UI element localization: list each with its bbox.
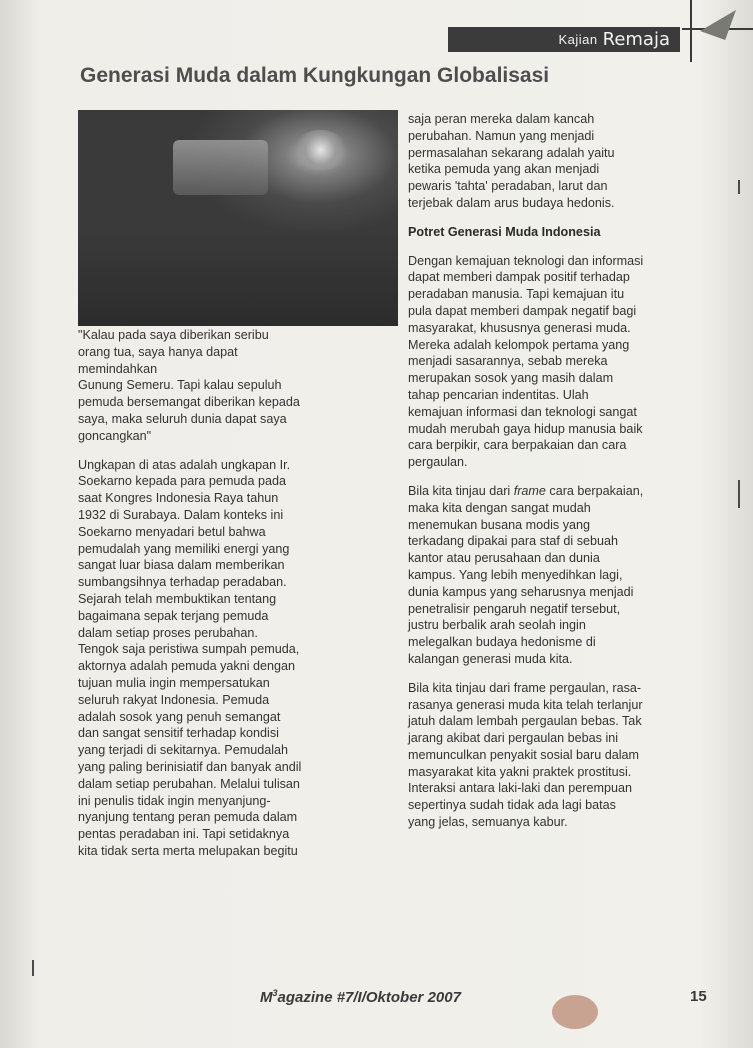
edge-mark: [738, 480, 740, 508]
para-3-italic-word: frame: [513, 483, 546, 498]
corner-rule-vertical: [690, 0, 692, 62]
section-header-bar: [448, 27, 680, 52]
body-paragraph-left: Ungkapan di atas adalah ungkapan Ir. Soekarno kepada para pemuda pada saat Kongres Indonesia Raya tahun 1932 di Surabaya. Dalam konteks ini Soekarno menyadari betul bahwa pemudalah yang memiliki energi yang sangat luar biasa dalam memberikan sumbangsihnya terhadap peradaban. Sejarah telah membuktikan tentang bagaimana sepak terjang pemuda dalam setiap proses perubahan. Tengok saja peristiwa sumpah pemuda, aktornya adalah pemuda yakni dengan tujuan mulia ingin mempersatukan seluruh rakyat Indonesia. Pemuda adalah sosok yang penuh semangat dan sangat sensitif terhadap kondisi yang terjadi di sekitarnya. Pemudalah yang paling berinisiatif dan banyak andil dalam setiap perubahan. Melalui tulisan ini penulis tidak ingin menyanjung- nyanjung tentang peran pemuda dalam pentas peradaban ini. Tapi setidaknya kita tidak serta merta melupakan begitu: [78, 457, 302, 858]
edge-mark: [738, 180, 740, 194]
article-title: Generasi Muda dalam Kungkungan Globalisasi: [80, 64, 550, 87]
photo-crowd: [78, 230, 398, 326]
left-column: [78, 327, 383, 860]
body-paragraph-right-1: saja peran mereka dalam kancah perubahan. Namun yang menjadi permasalahan sekarang adalah yaitu ketika pemuda yang akan menjadi pewaris 'tahta' peradaban, larut dan terjebak dalam arus budaya hedonis.: [408, 112, 615, 210]
paper-smudge: [552, 995, 598, 1029]
para-3-text-end: cara berpakaian, maka kita dengan sangat mudah menemukan busana modis yang terkadang dipakai para staf di sebuah kantor atau perusahaan dan dunia kampus. Yang lebih menyedihkan lagi, dunia kampus yang seharusnya menjadi penetralisir pengaruh negatif tersebut, justru berbalik arah seolah ingin melegalkan budaya hedonisme di kalangan generasi muda kita.: [408, 483, 644, 666]
body-paragraph-right-2: Dengan kemajuan teknologi dan informasi dapat memberi dampak positif terhadap peradaban manusia. Tapi kemajuan itu pula dapat memberi dampak negatif bagi masyarakat, khususnya generasi muda. Mereka adalah kelompok pertama yang menjadi sasarannya, sebab mereka merupakan sosok yang masih dalam tahap pencarian indentitas. Ulah kemajuan informasi dan teknologi sangat mudah merubah gaya hidup manusia baik cara berpikir, cara berpakaian dan cara pergaulan.: [408, 253, 644, 470]
magazine-prefix: M: [260, 989, 273, 1006]
opening-quote: "Kalau pada saya diberikan seribu orang tua, saya hanya dapat memindahkan Gunung Semeru. Tapi kalau sepuluh pemuda bersemangat diberikan kepada saya, maka seluruh dunia dapat saya goncangkan": [78, 328, 300, 443]
magazine-superscript: 3: [272, 988, 278, 998]
photo-stage-light: [293, 130, 348, 170]
page-number: 15: [690, 988, 707, 1005]
right-column: [408, 111, 718, 831]
section-subheading: Potret Generasi Muda Indonesia: [408, 224, 601, 239]
section-label-big: Remaja: [602, 29, 670, 50]
photo-stage: [173, 140, 268, 195]
magazine-issue-text: agazine #7/I/Oktober 2007: [277, 989, 461, 1006]
section-label-small: Kajian: [558, 32, 598, 47]
body-paragraph-right-3: [408, 483, 718, 668]
magazine-issue: [260, 988, 461, 1006]
para-3-text-start: Bila kita tinjau dari: [408, 483, 514, 498]
article-photo: [78, 110, 398, 326]
body-paragraph-right-4: Bila kita tinjau dari frame pergaulan, rasa- rasanya generasi muda kita telah terlanjur jatuh dalam lembah pergaulan bebas. Tak jarang akibat dari pergaulan bebas ini memunculkan penyakit sosial baru dalam masyarakat kita yakni praktek prostitusi. Interaksi antara laki-laki dan perempuan sepertinya sudah tidak ada lagi batas yang jelas, semuanya kabur.: [408, 680, 643, 830]
edge-mark: [32, 960, 34, 976]
